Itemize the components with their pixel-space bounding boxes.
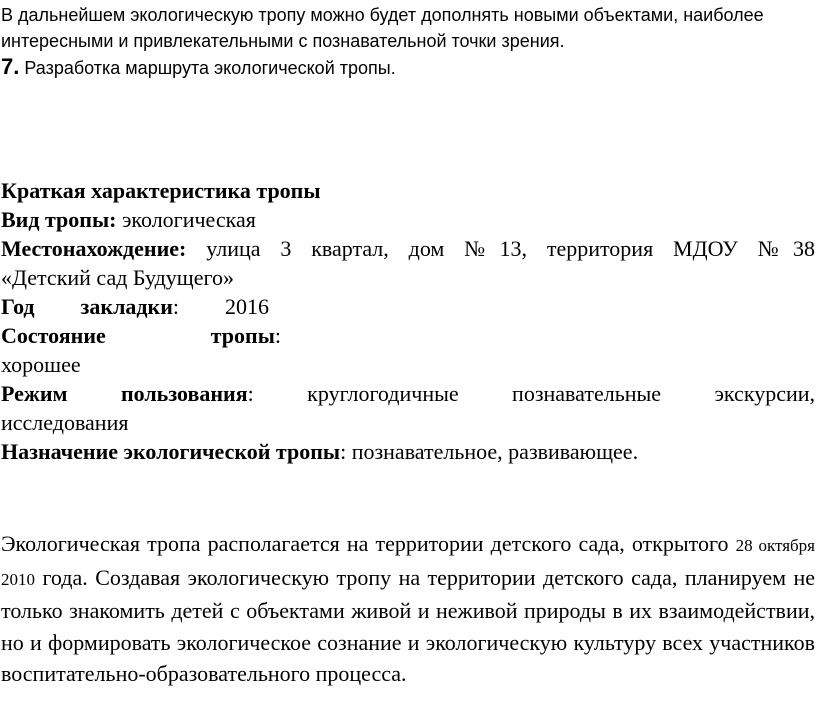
year-label-2: закладки: [80, 294, 173, 319]
characteristics-heading: Краткая характеристика тропы: [1, 178, 321, 203]
trail-type-row: [1, 205, 815, 234]
year-row: Год закладки: 2016: [1, 294, 269, 319]
mode-value-cont: исследования: [1, 410, 129, 435]
mode-row: Режим пользования: круглогодичные познавательные экскурсии,: [1, 381, 816, 406]
mode-value: круглогодичные познавательные экскурсии,: [307, 381, 816, 406]
mode-label-1: Режим: [1, 381, 68, 406]
state-label-2: тропы: [210, 323, 275, 348]
state-value-row: [1, 350, 815, 379]
description-part-1: Экологическая тропа располагается на территории детского сада, открытого: [1, 531, 736, 556]
opening-date: 28 октября 2010: [1, 536, 815, 589]
purpose-label: Назначение экологической тропы: [1, 439, 341, 464]
location-label: Местонахождение:: [1, 236, 187, 261]
trail-type-label: Вид тропы:: [1, 207, 117, 232]
intro-block: [1, 2, 815, 81]
state-value: хорошее: [1, 352, 81, 377]
section-title-text: Разработка маршрута экологической тропы.: [19, 58, 396, 78]
year-value: 2016: [225, 294, 269, 319]
location-row-cont: [1, 263, 815, 292]
location-value: улица 3 квартал, дом №13, территория МДОУ №38: [186, 236, 815, 261]
trail-type-value: экологическая: [116, 207, 256, 232]
state-label-1: Состояние: [1, 323, 106, 348]
state-row: Состояние тропы:: [1, 323, 281, 348]
location-value-cont: «Детский сад Будущего»: [1, 265, 234, 290]
purpose-row: [1, 437, 815, 466]
section-7-title: [1, 54, 815, 81]
location-row: [1, 234, 815, 263]
intro-line-1: В дальнейшем экологическую тропу можно будет дополнять новыми объектами, наиболее: [1, 5, 764, 25]
purpose-value: : познавательное, развивающее.: [340, 439, 639, 464]
mode-label-2: пользования: [120, 381, 248, 406]
intro-line-2: интересными и привлекательными с познавательной точки зрения.: [1, 31, 565, 51]
description-paragraph: [1, 528, 815, 690]
mode-row-cont: [1, 408, 815, 437]
year-label-1: Год: [1, 294, 35, 319]
trail-characteristics: [1, 176, 815, 466]
section-number: 7.: [1, 54, 20, 79]
description-part-2: года. Создавая экологическую тропу на территории детского сада, планируем не только знакомить детей с объектами живой и неживой природы в их взаимодействии, но и формировать экологическое сознание и экологическую культуру всех участников воспитательно-образовательного процесса.: [1, 564, 815, 686]
